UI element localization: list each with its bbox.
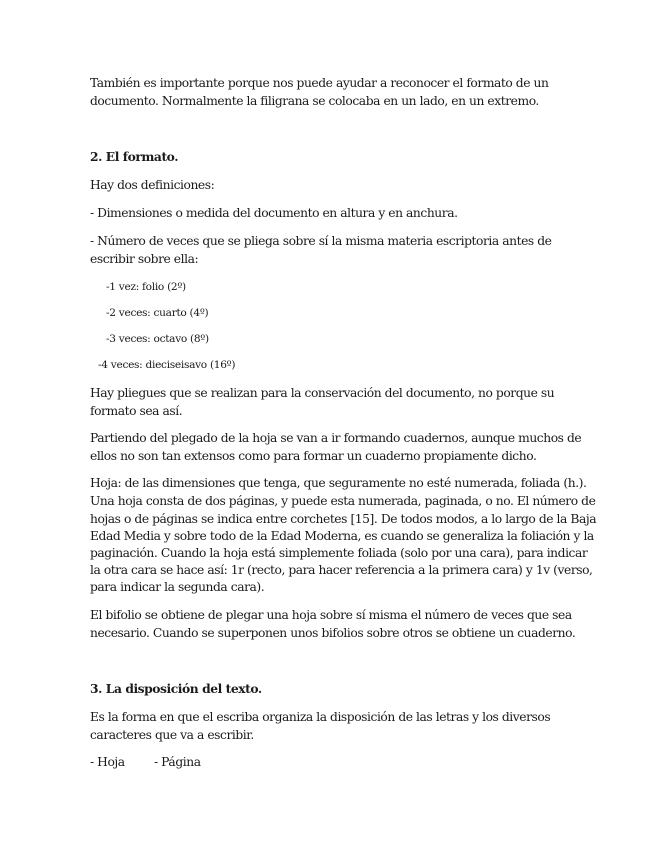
paragraph-hoja-line-4: Edad Media y sobre todo de la Edad Moderna, es cuando se generaliza la foliación y la [90,529,594,543]
paragraph-plegado-line-1: Partiendo del plegado de la hoja se van a ir formando cuadernos, aunque muchos de [90,431,582,445]
paragraph-hoja-line-5: paginación. Cuando la hoja está simplemente foliada (solo por una cara), para indicar [90,546,588,560]
paragraph-intro-line-1: También es importante porque nos puede ayudar a reconocer el formato de un [90,76,549,90]
definition-1: - Dimensiones o medida del documento en altura y en anchura. [90,206,458,220]
definition-2-line-1: - Número de veces que se pliega sobre sí la misma materia escriptoria antes de [90,234,552,248]
paragraph-plegado-line-2: ellos no son tan extensos como para formar un cuaderno propiamente dicho. [90,449,537,463]
paragraph-hoja-line-7: para indicar la segunda cara). [90,580,265,594]
fold-item-4: -4 veces: dieciseisavo (16º) [98,359,236,371]
list-item-pagina: - Página [154,755,201,769]
definition-2-line-2: escribir sobre ella: [90,252,199,266]
list-item-hoja: - Hoja [90,755,125,769]
paragraph-hoja-line-2: Una hoja consta de dos páginas, y puede esta numerada, paginada, o no. El número de [90,494,596,508]
paragraph-pliegues-line-1: Hay pliegues que se realizan para la conservación del documento, no porque su [90,386,555,400]
definitions-intro: Hay dos definiciones: [90,178,215,192]
paragraph-bifolio-line-1: El bifolio se obtiene de plegar una hoja sobre sí misma el número de veces que sea [90,608,572,622]
fold-item-1: -1 vez: folio (2º) [106,281,186,293]
paragraph-hoja-line-3: hojas o de páginas se indica entre corchetes [15]. De todos modos, a lo largo de la Baja [90,512,597,526]
paragraph-intro-line-2: documento. Normalmente la filigrana se colocaba en un lado, en un extremo. [90,94,539,108]
fold-item-3: -3 veces: octavo (8º) [106,333,209,345]
paragraph-hoja-line-1: Hoja: de las dimensiones que tenga, que seguramente no esté numerada, foliada (h.). [90,476,587,490]
fold-item-2: -2 veces: cuarto (4º) [106,307,209,319]
paragraph-forma-line-1: Es la forma en que el escriba organiza la disposición de las letras y los diversos [90,710,551,724]
section-heading-formato: 2. El formato. [90,149,179,164]
paragraph-bifolio-line-2: necesario. Cuando se superponen unos bifolios sobre otros se obtiene un cuaderno. [90,626,576,640]
paragraph-pliegues-line-2: formato sea así. [90,404,183,418]
paragraph-hoja-line-6: la otra cara se hace así: 1r (recto, para hacer referencia a la primera cara) y 1v (verso, [90,563,593,577]
section-heading-disposicion: 3. La disposición del texto. [90,681,262,696]
paragraph-forma-line-2: caracteres que va a escribir. [90,728,254,742]
